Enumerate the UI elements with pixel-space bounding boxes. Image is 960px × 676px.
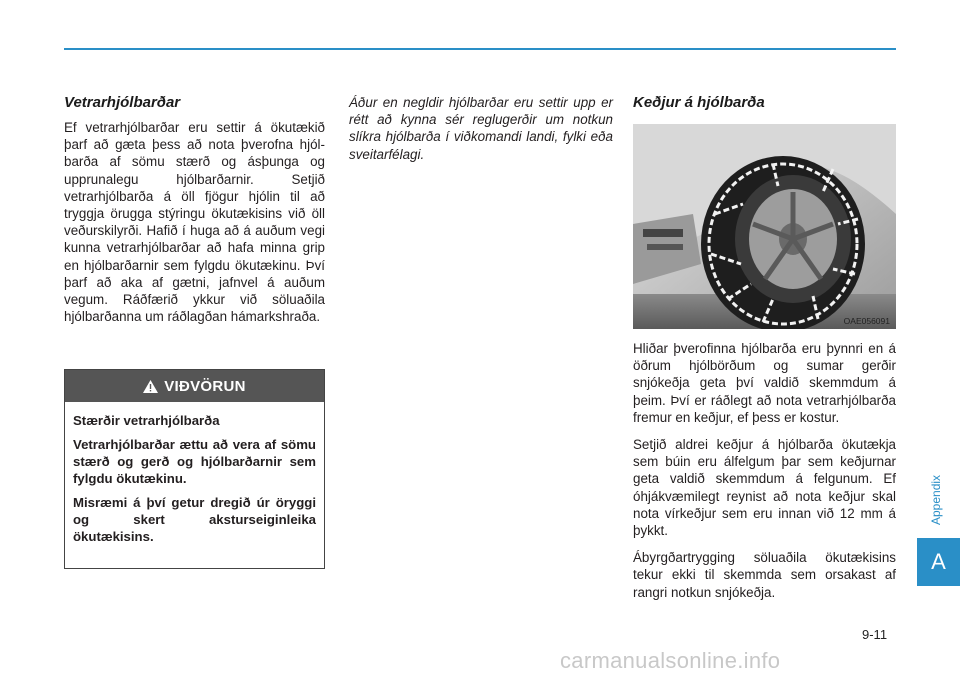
winter-tires-paragraph: Ef vetrarhjólbarðar eru settir á ökutækið þarf að gæta þess að nota þverofna hjól- barða af sömu stærð og ásþunga og upprunalegu hjólbarðarnir. Setjið vetrarhjólbarða á öll fjögur hjólin til að tryggja örugga stýringu ökutækisins við öll veðurskilyrði. Hafið í huga að á auðum vegi kunna vetrarhjólbarðar að hafa minna grip en hjólbarðarnir sem fylgdu ökutækinu. Því þarf að aka af gætni, jafnvel á auðum vegum. Ráðfærið ykkur við söluaðila hjólbarðanna um ráðlagðan hámarkshraða. xyxy=(64,120,325,325)
column-tire-chains xyxy=(633,94,896,119)
warning-title: VIÐVÖRUN xyxy=(164,377,246,395)
tire-chains-paragraph-2: Setjið aldrei keðjur á hjólbarða ökutækja sem búin eru álfelgum þar sem keðjurnar geta valdið skemmdum á felgunum. Ef óhjákvæmilegt reynist að nota keðjur skal nota vírkeðjur sem eru innan við 12 mm á þykkt. xyxy=(633,437,896,539)
section-heading-tire-chains: Keðjur á hjólbarða xyxy=(633,94,765,111)
section-heading-winter-tires: Vetrarhjólbarðar xyxy=(64,94,181,111)
studded-tires-paragraph: Áður en negldir hjólbarðar eru settir upp er rétt að kynna sér reglugerðir um notkun slíkra hjólbarða í viðkomandi landi, fylki eða sveitarfélagi. xyxy=(349,95,613,162)
watermark: carmanualsonline.info xyxy=(560,648,781,673)
warning-box xyxy=(64,369,325,569)
column-studded-tires xyxy=(349,94,613,173)
warning-paragraph-2: Misræmi á því getur dregið úr öryggi og skert aksturseiginleika ökutækisins. xyxy=(73,495,316,544)
tire-chain-photo xyxy=(633,124,896,329)
tire-chains-paragraph-3: Ábyrgðartrygging söluaðila ökutækisins tekur ekki til skemmda sem orsakast af rangri notkun snjókeðja. xyxy=(633,550,896,600)
warning-paragraph-1: Vetrarhjólbarðar ættu að vera af sömu stærð og gerð og hjólbarðarnir sem fylgdu ökutækinu. xyxy=(73,437,316,486)
warning-header xyxy=(65,370,324,402)
warning-triangle-icon xyxy=(143,380,158,393)
top-rule xyxy=(64,48,896,50)
image-code: OAE056091 xyxy=(843,316,890,326)
tire-chains-paragraph-1: Hliðar þverofinna hjólbarða eru þynnri en á öðrum hjólbörðum og sumar gerðir snjókeðja geta því valdið skemmdum á þeim. Því er ráðlegt að nota vetrarhjólbarða fremur en keðjur, ef þess er kostur. xyxy=(633,341,896,425)
page-number: 9-11 xyxy=(862,627,888,642)
appendix-tab: A xyxy=(917,538,960,586)
warning-subtitle: Stærðir vetrarhjólbarða xyxy=(73,413,220,428)
appendix-side-label: Appendix xyxy=(929,474,943,526)
tire-chain-illustration xyxy=(633,124,896,329)
tire-chains-text xyxy=(633,340,896,611)
column-winter-tires xyxy=(64,94,325,335)
